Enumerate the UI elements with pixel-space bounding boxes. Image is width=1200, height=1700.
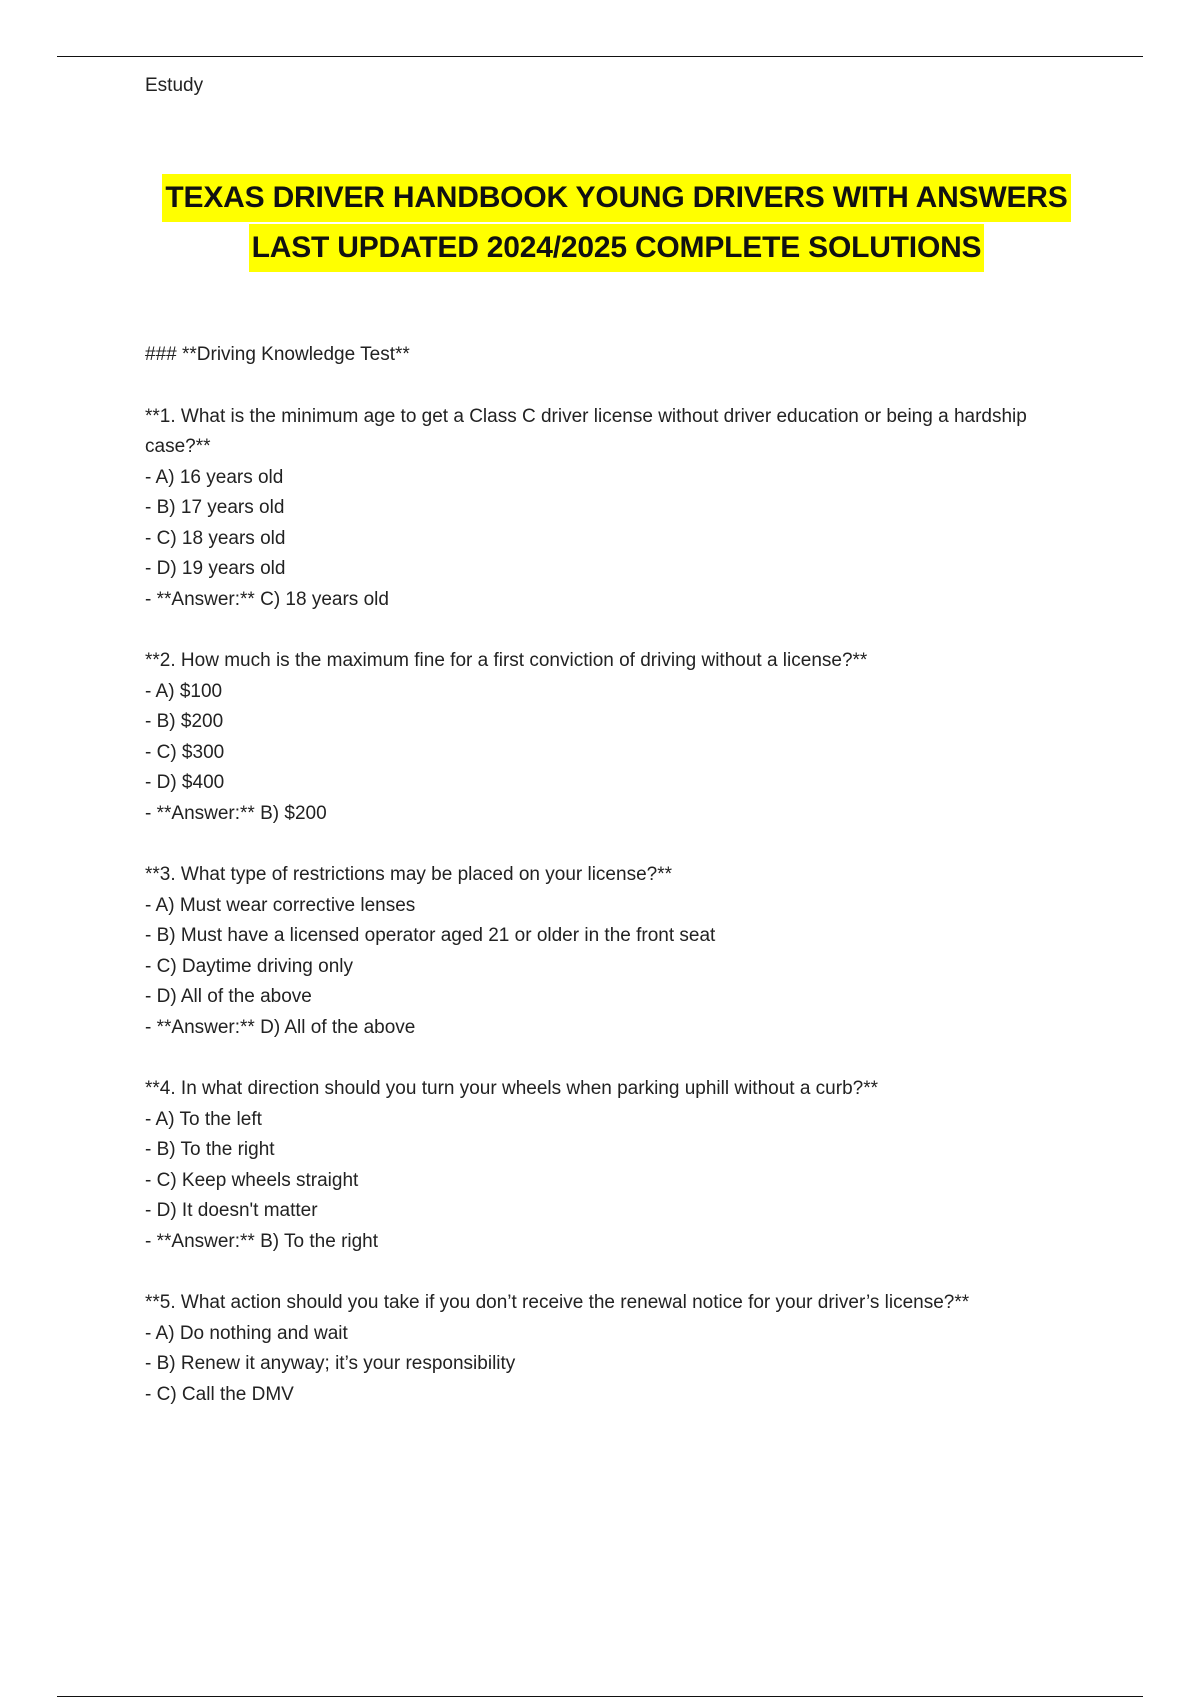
option-a: - A) $100	[145, 680, 223, 702]
question-text: **5. What action should you take if you don’t receive the renewal notice for your driver’s license?**	[145, 1292, 970, 1313]
question-3	[145, 860, 1075, 1043]
option-a: - A) 16 years old	[145, 466, 284, 488]
option-c: - C) $300	[145, 741, 225, 763]
option-c: - C) Daytime driving only	[145, 955, 353, 977]
bottom-rule	[57, 1696, 1143, 1697]
section-heading: ### **Driving Knowledge Test**	[145, 344, 410, 365]
question-text: **4. In what direction should you turn your wheels when parking uphill without a curb?**	[145, 1078, 878, 1099]
title-line-1: TEXAS DRIVER HANDBOOK YOUNG DRIVERS WITH ANSWERS	[162, 174, 1070, 222]
question-text: **1. What is the minimum age to get a Class C driver license without driver education or being a hardship case?**	[145, 405, 1027, 457]
question-2	[145, 646, 1075, 829]
question-5	[145, 1288, 1075, 1410]
option-c: - C) 18 years old	[145, 527, 286, 549]
top-rule	[57, 56, 1143, 57]
option-b: - B) 17 years old	[145, 497, 285, 518]
answer-line: - **Answer:** B) To the right	[145, 1230, 379, 1252]
option-d: - D) $400	[145, 772, 225, 793]
option-b: - B) To the right	[145, 1139, 275, 1160]
question-text: **3. What type of restrictions may be placed on your license?**	[145, 864, 672, 885]
option-c: - C) Keep wheels straight	[145, 1169, 359, 1191]
answer-line: - **Answer:** C) 18 years old	[145, 588, 389, 610]
option-a: - A) Must wear corrective lenses	[145, 894, 416, 916]
question-1	[145, 402, 1075, 616]
option-c: - C) Call the DMV	[145, 1383, 294, 1405]
answer-line: - **Answer:** D) All of the above	[145, 1016, 416, 1038]
option-a: - A) Do nothing and wait	[145, 1322, 348, 1344]
question-4	[145, 1074, 1075, 1257]
option-d: - D) It doesn't matter	[145, 1200, 318, 1221]
option-b: - B) $200	[145, 711, 224, 732]
answer-line: - **Answer:** B) $200	[145, 802, 327, 824]
option-d: - D) All of the above	[145, 986, 312, 1007]
option-d: - D) 19 years old	[145, 558, 286, 579]
option-b: - B) Renew it anyway; it’s your responsibility	[145, 1353, 516, 1374]
question-text: **2. How much is the maximum fine for a first conviction of driving without a license?**	[145, 650, 868, 671]
page-header: Estudy	[145, 75, 204, 96]
title-line-2: LAST UPDATED 2024/2025 COMPLETE SOLUTIONS	[249, 224, 985, 272]
document-title	[0, 174, 1200, 274]
document-body	[145, 340, 1075, 1441]
option-a: - A) To the left	[145, 1108, 262, 1130]
option-b: - B) Must have a licensed operator aged 21 or older in the front seat	[145, 925, 716, 946]
